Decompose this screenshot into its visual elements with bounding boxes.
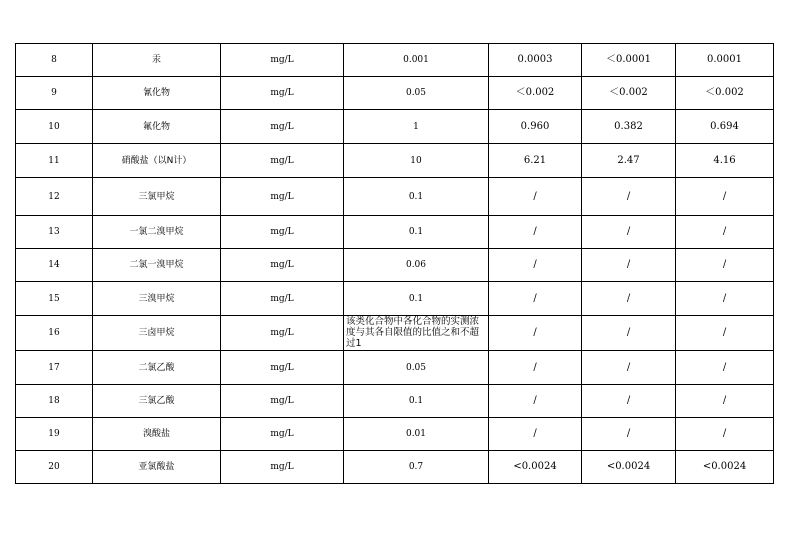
table-body	[16, 44, 774, 484]
row-number: 20	[16, 451, 93, 484]
result-value-1: /	[489, 418, 582, 451]
limit-value: 1	[344, 110, 489, 144]
row-number: 9	[16, 77, 93, 110]
indicator-name: 氰化物	[93, 77, 221, 110]
unit-cell: mg/L	[221, 249, 344, 282]
result-value-3: /	[676, 351, 774, 385]
table-row	[16, 451, 774, 484]
unit-cell: mg/L	[221, 418, 344, 451]
row-number: 12	[16, 178, 93, 216]
limit-value: 0.1	[344, 282, 489, 316]
limit-value: 0.1	[344, 216, 489, 249]
result-value-2: 2.47	[582, 144, 676, 178]
table-row	[16, 249, 774, 282]
indicator-name: 亚氯酸盐	[93, 451, 221, 484]
result-value-1: 6.21	[489, 144, 582, 178]
table-row	[16, 282, 774, 316]
row-number: 16	[16, 316, 93, 351]
result-value-3: 0.694	[676, 110, 774, 144]
limit-value: 0.05	[344, 351, 489, 385]
limit-value: 0.05	[344, 77, 489, 110]
unit-cell: mg/L	[221, 385, 344, 418]
result-value-2: /	[582, 418, 676, 451]
table-row	[16, 144, 774, 178]
result-value-1: /	[489, 216, 582, 249]
table-row	[16, 385, 774, 418]
unit-cell: mg/L	[221, 451, 344, 484]
indicator-name: 一氯二溴甲烷	[93, 216, 221, 249]
result-value-3: /	[676, 216, 774, 249]
limit-value: 0.1	[344, 178, 489, 216]
unit-cell: mg/L	[221, 77, 344, 110]
indicator-name: 溴酸盐	[93, 418, 221, 451]
result-value-2: /	[582, 316, 676, 351]
indicator-name: 二氯一溴甲烷	[93, 249, 221, 282]
result-value-2: /	[582, 385, 676, 418]
result-value-1: 0.960	[489, 110, 582, 144]
limit-value: 0.1	[344, 385, 489, 418]
result-value-1: <0.0024	[489, 451, 582, 484]
limit-value: 10	[344, 144, 489, 178]
limit-value: 0.001	[344, 44, 489, 77]
row-number: 10	[16, 110, 93, 144]
result-value-3: ＜0.002	[676, 77, 774, 110]
table-row	[16, 44, 774, 77]
result-value-2: ＜0.0001	[582, 44, 676, 77]
result-value-3: <0.0024	[676, 451, 774, 484]
indicator-name: 三氯乙酸	[93, 385, 221, 418]
result-value-2: /	[582, 351, 676, 385]
unit-cell: mg/L	[221, 44, 344, 77]
row-number: 14	[16, 249, 93, 282]
result-value-2: 0.382	[582, 110, 676, 144]
result-value-1: 0.0003	[489, 44, 582, 77]
result-value-1: ＜0.002	[489, 77, 582, 110]
limit-value: 0.01	[344, 418, 489, 451]
table-row	[16, 110, 774, 144]
row-number: 18	[16, 385, 93, 418]
indicator-name: 三溴甲烷	[93, 282, 221, 316]
indicator-name: 汞	[93, 44, 221, 77]
indicator-name: 氟化物	[93, 110, 221, 144]
result-value-1: /	[489, 385, 582, 418]
result-value-1: /	[489, 249, 582, 282]
result-value-2: /	[582, 282, 676, 316]
indicator-name: 三卤甲烷	[93, 316, 221, 351]
limit-value: 0.06	[344, 249, 489, 282]
table-row	[16, 351, 774, 385]
indicator-name: 三氯甲烷	[93, 178, 221, 216]
result-value-3: /	[676, 316, 774, 351]
indicator-name: 二氯乙酸	[93, 351, 221, 385]
result-value-1: /	[489, 282, 582, 316]
result-value-3: /	[676, 418, 774, 451]
table-row	[16, 178, 774, 216]
result-value-2: <0.0024	[582, 451, 676, 484]
row-number: 11	[16, 144, 93, 178]
result-value-2: /	[582, 249, 676, 282]
unit-cell: mg/L	[221, 351, 344, 385]
result-value-3: /	[676, 178, 774, 216]
table-row	[16, 216, 774, 249]
row-number: 13	[16, 216, 93, 249]
indicator-name: 硝酸盐（以N计）	[93, 144, 221, 178]
unit-cell: mg/L	[221, 282, 344, 316]
result-value-3: /	[676, 249, 774, 282]
result-value-1: /	[489, 351, 582, 385]
result-value-3: 0.0001	[676, 44, 774, 77]
result-value-1: /	[489, 178, 582, 216]
unit-cell: mg/L	[221, 316, 344, 351]
row-number: 8	[16, 44, 93, 77]
row-number: 17	[16, 351, 93, 385]
result-value-1: /	[489, 316, 582, 351]
limit-value: 该类化合物中各化合物的实测浓度与其各自限值的比值之和不超过1	[344, 316, 489, 351]
result-value-2: /	[582, 216, 676, 249]
result-value-3: /	[676, 282, 774, 316]
row-number: 15	[16, 282, 93, 316]
table-row	[16, 77, 774, 110]
unit-cell: mg/L	[221, 110, 344, 144]
table-row	[16, 316, 774, 351]
table-row	[16, 418, 774, 451]
result-value-2: /	[582, 178, 676, 216]
row-number: 19	[16, 418, 93, 451]
result-value-3: 4.16	[676, 144, 774, 178]
result-value-2: ＜0.002	[582, 77, 676, 110]
water-quality-table	[15, 43, 774, 484]
result-value-3: /	[676, 385, 774, 418]
unit-cell: mg/L	[221, 144, 344, 178]
limit-value: 0.7	[344, 451, 489, 484]
unit-cell: mg/L	[221, 216, 344, 249]
unit-cell: mg/L	[221, 178, 344, 216]
